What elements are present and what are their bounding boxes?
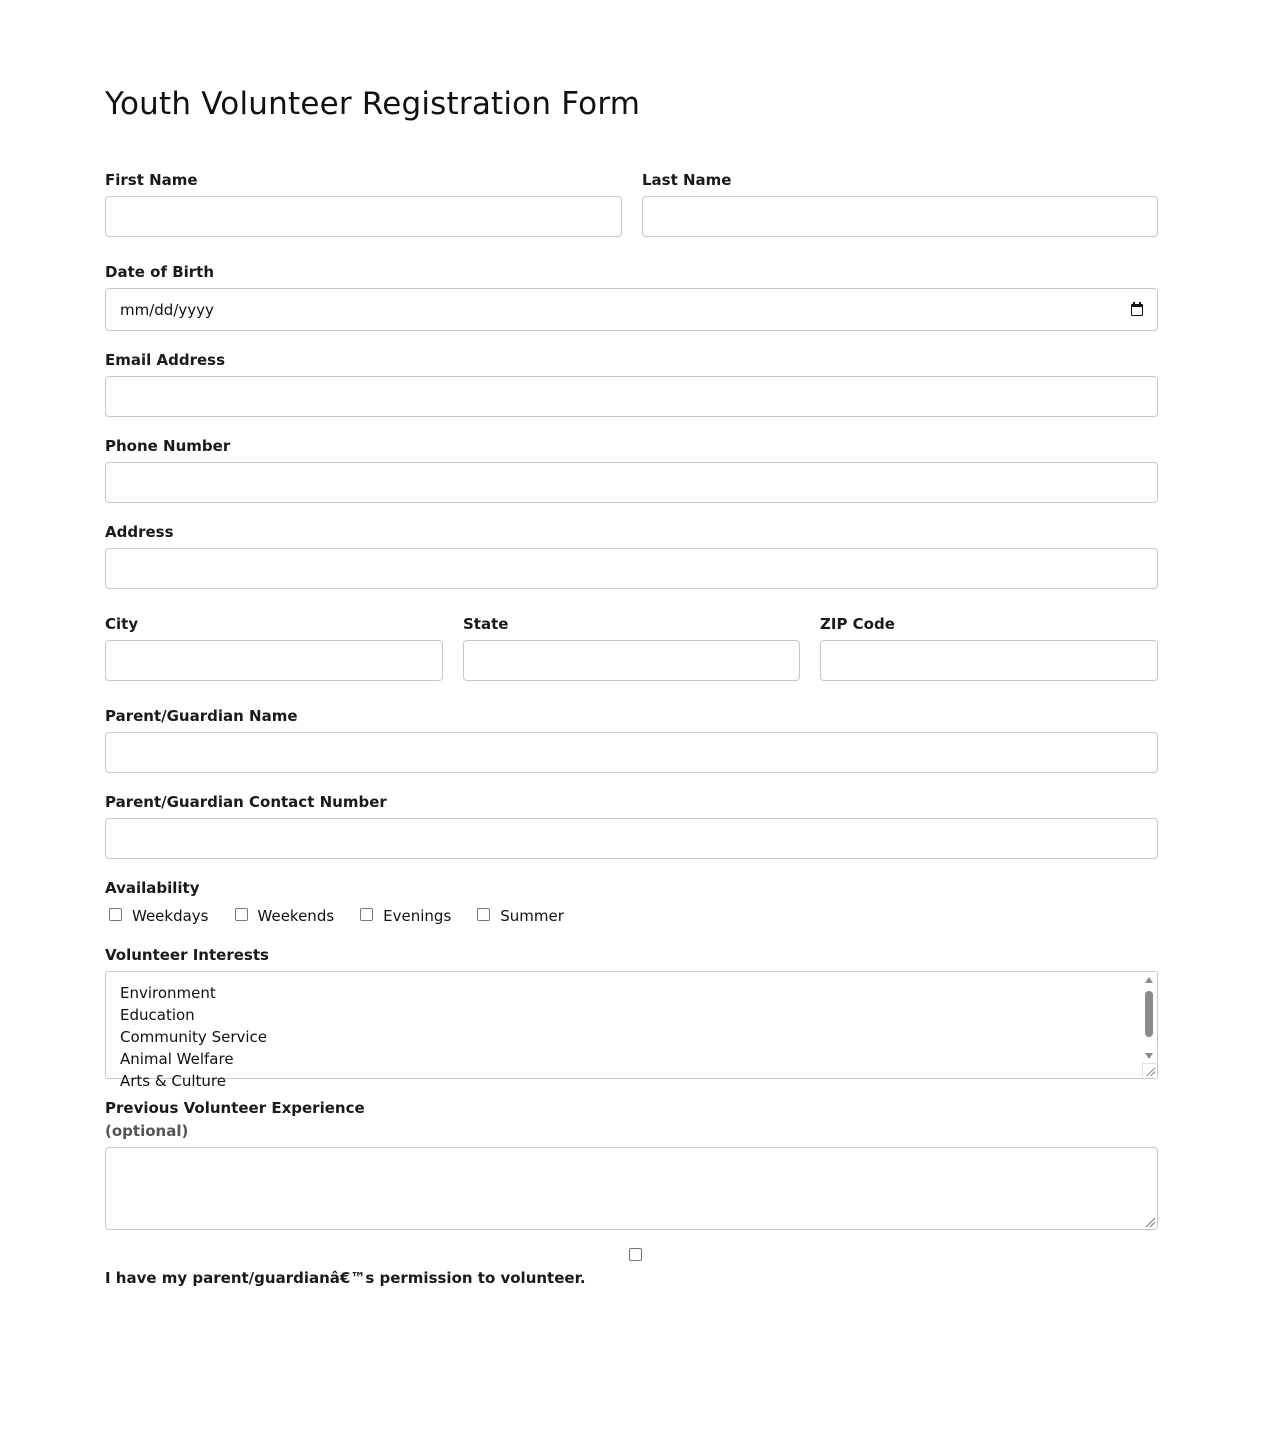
evenings-checkbox[interactable] <box>360 908 373 921</box>
weekdays-checkbox[interactable] <box>109 908 122 921</box>
availability-evenings[interactable] <box>355 907 451 925</box>
permission-label: I have my parent/guardianâ€™s permission to volunteer. <box>105 1269 586 1287</box>
state-label: State <box>463 615 509 633</box>
evenings-label: Evenings <box>383 907 452 925</box>
email-label: Email Address <box>105 351 226 369</box>
email-input[interactable] <box>105 376 1158 417</box>
city-label: City <box>105 615 139 633</box>
weekends-checkbox[interactable] <box>235 908 248 921</box>
interest-option[interactable]: Education <box>120 1006 195 1024</box>
availability-weekends[interactable] <box>230 907 335 925</box>
availability-options <box>104 906 585 926</box>
interest-option[interactable]: Community Service <box>120 1028 268 1046</box>
address-label: Address <box>105 523 174 541</box>
availability-label: Availability <box>105 879 200 897</box>
state-input[interactable] <box>463 640 800 681</box>
last-name-label: Last Name <box>642 171 732 189</box>
dob-placeholder: mm/dd/yyyy <box>120 300 214 319</box>
interest-option[interactable]: Arts & Culture <box>120 1072 226 1090</box>
summer-checkbox[interactable] <box>477 908 490 921</box>
resize-handle-icon[interactable] <box>1142 1214 1156 1228</box>
experience-optional-note: (optional) <box>105 1122 189 1140</box>
first-name-input[interactable] <box>105 196 622 237</box>
phone-label: Phone Number <box>105 437 231 455</box>
summer-label: Summer <box>500 907 564 925</box>
zip-input[interactable] <box>820 640 1158 681</box>
scroll-up-arrow-icon[interactable] <box>1145 977 1153 983</box>
page-title: Youth Volunteer Registration Form <box>105 86 641 122</box>
resize-handle-icon[interactable] <box>1142 1063 1156 1077</box>
scroll-down-arrow-icon[interactable] <box>1145 1053 1153 1059</box>
interests-select[interactable] <box>105 971 1158 1090</box>
address-input[interactable] <box>105 548 1158 589</box>
interest-option[interactable]: Environment <box>120 984 216 1002</box>
phone-input[interactable] <box>105 462 1158 503</box>
guardian-name-label: Parent/Guardian Name <box>105 707 298 725</box>
calendar-icon[interactable] <box>1131 304 1143 316</box>
dob-label: Date of Birth <box>105 263 215 281</box>
scroll-thumb[interactable] <box>1145 991 1153 1037</box>
guardian-contact-label: Parent/Guardian Contact Number <box>105 793 387 811</box>
dob-input[interactable] <box>105 288 1158 331</box>
availability-summer[interactable] <box>472 907 564 925</box>
interest-option[interactable]: Animal Welfare <box>120 1050 234 1068</box>
first-name-label: First Name <box>105 171 198 189</box>
weekdays-label: Weekdays <box>132 907 209 925</box>
experience-textarea[interactable] <box>105 1147 1158 1230</box>
permission-checkbox[interactable] <box>629 1248 642 1261</box>
availability-weekdays[interactable] <box>104 907 209 925</box>
guardian-contact-input[interactable] <box>105 818 1158 859</box>
weekends-label: Weekends <box>257 907 335 925</box>
interests-label: Volunteer Interests <box>105 946 269 964</box>
experience-label: Previous Volunteer Experience <box>105 1099 365 1117</box>
zip-label: ZIP Code <box>820 615 895 633</box>
last-name-input[interactable] <box>642 196 1158 237</box>
city-input[interactable] <box>105 640 443 681</box>
guardian-name-input[interactable] <box>105 732 1158 773</box>
